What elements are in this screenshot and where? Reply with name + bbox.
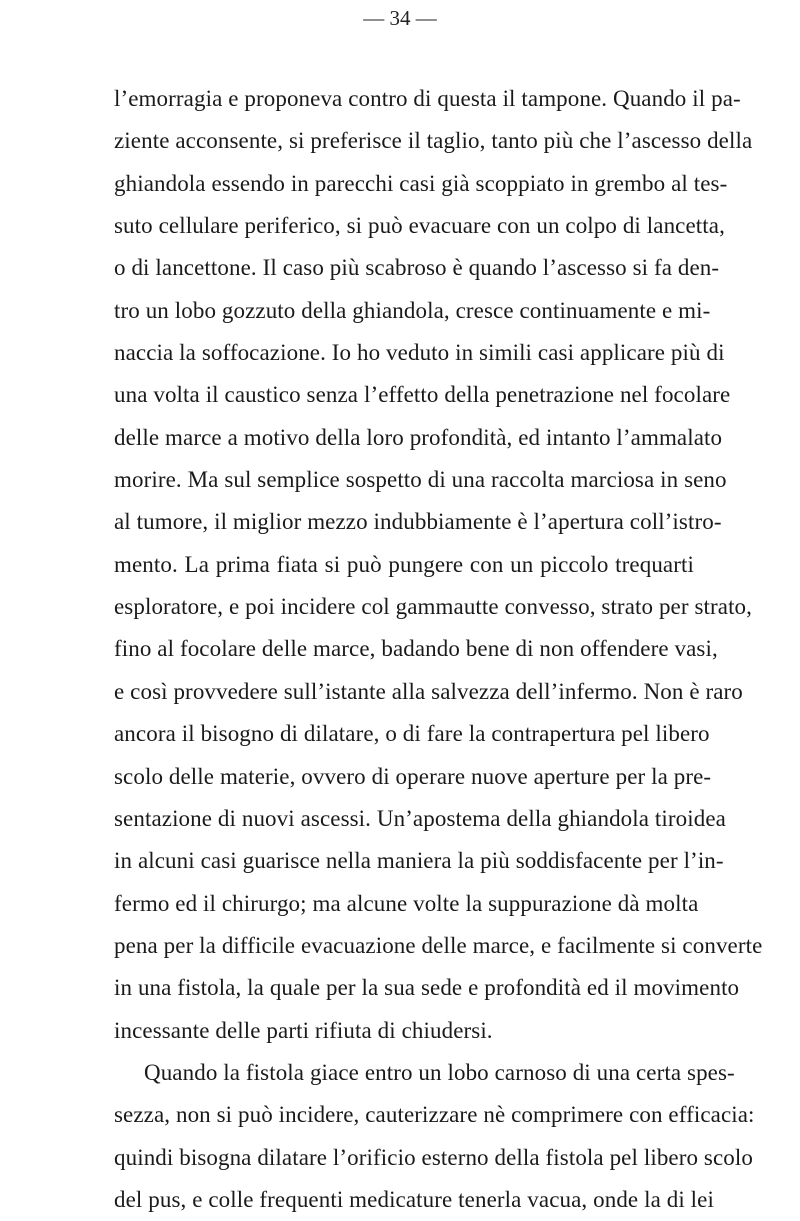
text-line: l’emorragia e proponeva contro di questa il tampone. Quando il pa- xyxy=(114,86,741,111)
text-line: o di lancettone. Il caso più scabroso è quando l’ascesso si fa den- xyxy=(114,255,720,281)
text-line: pena per la difficile evacuazione delle marce, e facilmente si converte xyxy=(114,932,763,958)
text-line: una volta il caustico senza l’effetto della penetrazione nel focolare xyxy=(114,382,731,408)
text-line: quindi bisogna dilatare l’orificio esterno della fistola pel libero scolo xyxy=(114,1144,753,1170)
text-line: in alcuni casi guarisce nella maniera la più soddisfacente per l’in- xyxy=(114,848,724,874)
text-line: fermo ed il chirurgo; ma alcune volte la suppurazione dà molta xyxy=(114,890,699,916)
body-text xyxy=(114,78,763,1221)
text-line: scolo delle materie, ovvero di operare nuove aperture per la pre- xyxy=(114,763,712,789)
text-line: ghiandola essendo in parecchi casi già scoppiato in grembo al tes- xyxy=(114,170,728,196)
text-line: ancora il bisogno di dilatare, o di fare la contrapertura pel libero xyxy=(114,721,710,747)
page-number: — 34 — xyxy=(363,6,437,30)
text-line: del pus, e colle frequenti medicature tenerla vacua, onde la di lei xyxy=(114,1186,714,1212)
text-line: suto cellulare periferico, si può evacuare con un colpo di lancetta, xyxy=(114,213,725,239)
text-line: e così provvedere sull’istante alla salvezza dell’infermo. Non è raro xyxy=(114,678,743,704)
text-line: naccia la soffocazione. Io ho veduto in simili casi applicare più di xyxy=(114,340,725,366)
text-line: fino al focolare delle marce, badando bene di non offendere vasi, xyxy=(114,636,718,662)
text-line: ziente acconsente, si preferisce il taglio, tanto più che l’ascesso della xyxy=(114,128,753,154)
text-line: in una fistola, la quale per la sua sede e profondità ed il movimento xyxy=(114,975,740,1001)
text-line: tro un lobo gozzuto della ghiandola, cresce continuamente e mi- xyxy=(114,297,711,323)
paragraph-end-line: incessante delle parti rifiuta di chiudersi. xyxy=(114,1017,493,1043)
text-line: sezza, non si può incidere, cauterizzare nè comprimere con efficacia: xyxy=(114,1102,755,1128)
text-line: al tumore, il miglior mezzo indubbiamente è l’apertura coll’istro- xyxy=(114,509,722,535)
paragraph-start-line: Quando la fistola giace entro un lobo carnoso di una certa spes- xyxy=(144,1059,735,1085)
text-line: esploratore, e poi incidere col gammautte convesso, strato per strato, xyxy=(114,594,753,620)
text-line: mento. La prima fiata si può pungere con un piccolo trequarti xyxy=(114,551,694,577)
text-line: delle marce a motivo della loro profondità, ed intanto l’ammalato xyxy=(114,424,723,450)
text-line: morire. Ma sul semplice sospetto di una raccolta marciosa in seno xyxy=(114,467,727,493)
text-line: sentazione di nuovi ascessi. Un’apostema della ghiandola tiroidea xyxy=(114,805,726,831)
